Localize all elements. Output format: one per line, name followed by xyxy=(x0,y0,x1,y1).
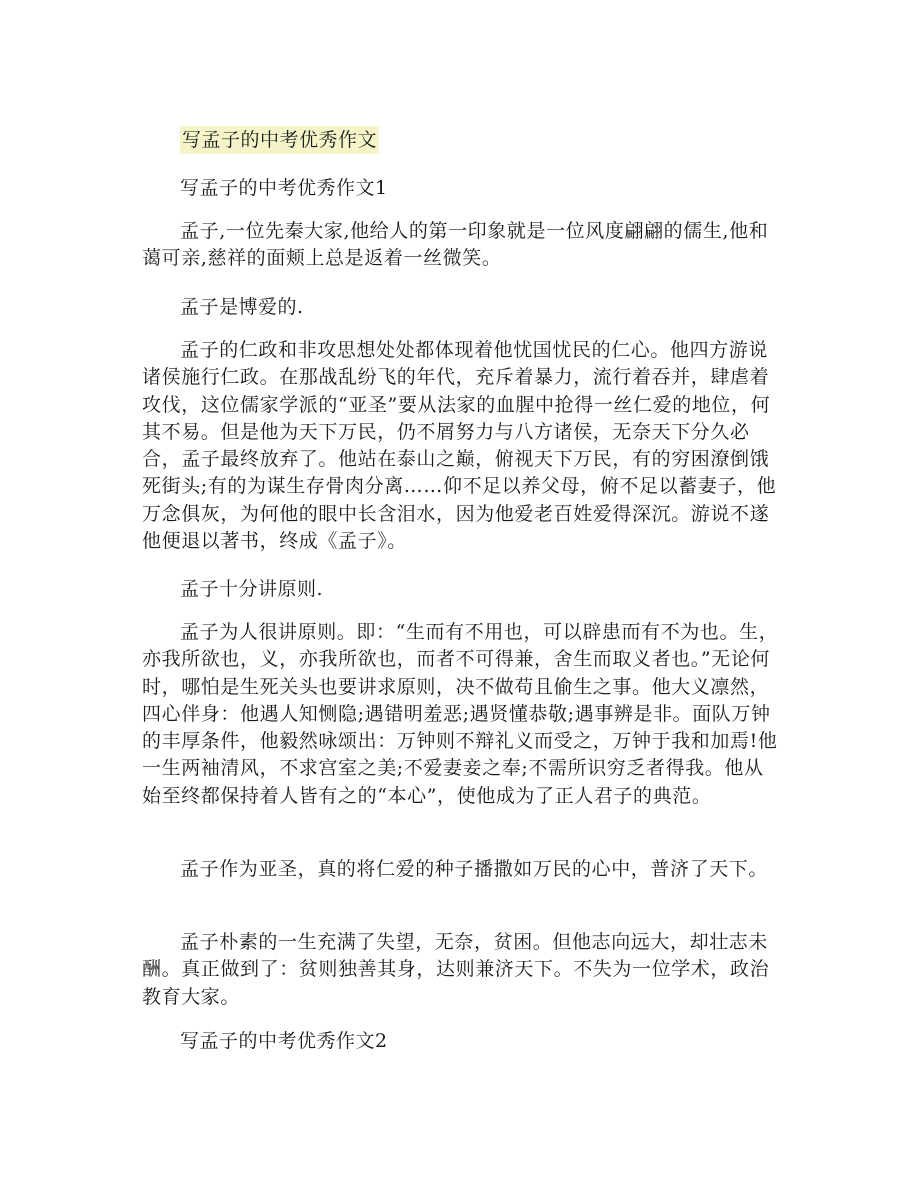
paragraph-intro: 孟子,一位先秦大家,他给人的第一印象就是一位风度翩翩的儒生,他和蔼可亲,慈祥的面颊上总是返着一丝微笑。 xyxy=(142,220,769,270)
paragraph-love-claim: 孟子是博爱的. xyxy=(180,296,304,318)
document-title: 写孟子的中考优秀作文 xyxy=(180,126,379,154)
section-heading-2: 写孟子的中考优秀作文2 xyxy=(180,1030,388,1052)
paragraph-principle-claim: 孟子十分讲原则. xyxy=(180,578,324,600)
paragraph-life: 孟子朴素的一生充满了失望，无奈，贫困。但他志向远大，却壮志未酬。真正做到了：贫则独善其身，达则兼济天下。不失为一位学术，政治教育大家。 xyxy=(142,931,770,1008)
paragraph-sage: 孟子作为亚圣，真的将仁爱的种子播撒如万民的心中，普济了天下。 xyxy=(180,858,769,880)
section-heading-1: 写孟子的中考优秀作文1 xyxy=(180,177,388,199)
paragraph-benevolence: 孟子的仁政和非攻思想处处都体现着他忧国忧民的仁心。他四方游说诸侯施行仁政。在那战乱纷飞的年代，充斥着暴力，流行着吞并，肆虐着攻伐，这位儒家学派的“亚圣”要从法家的血腥中抢得一丝仁爱的地位，何其不易。但是他为天下万民，仍不屑努力与八方诸侯，无奈天下分久必合，孟子最终放弃了。他站在泰山之巅，俯视天下万民，有的穷困潦倒饿死街头;有的为谋生存骨肉分离……仰不足以养父母，俯不足以蓄妻子，他万念俱灰，为何他的眼中长含泪水，因为他爱老百姓爱得深沉。游说不遂他便退以著书，终成《孟子》。 xyxy=(142,339,777,553)
paragraph-principle: 孟子为人很讲原则。即：“生而有不用也，可以辟患而有不为也。生，亦我所欲也，义，亦我所欲也，而者不可得兼，舍生而取义者也。”无论何时，哪怕是生死关头也要讲求原则，决不做苟且偷生之事。他大义凛然，四心伴身：他遇人知恻隐;遇错明羞恶;遇贤懂恭敬;遇事辨是非。面队万钟的丰厚条件，他毅然咏颂出：万钟则不辩礼义而受之，万钟于我和加焉!他一生两袖清风，不求宫室之美;不爱妻妾之奉;不需所识穷乏者得我。他从始至终都保持着人皆有之的“本心”，使他成为了正人君子的典范。 xyxy=(142,621,779,807)
